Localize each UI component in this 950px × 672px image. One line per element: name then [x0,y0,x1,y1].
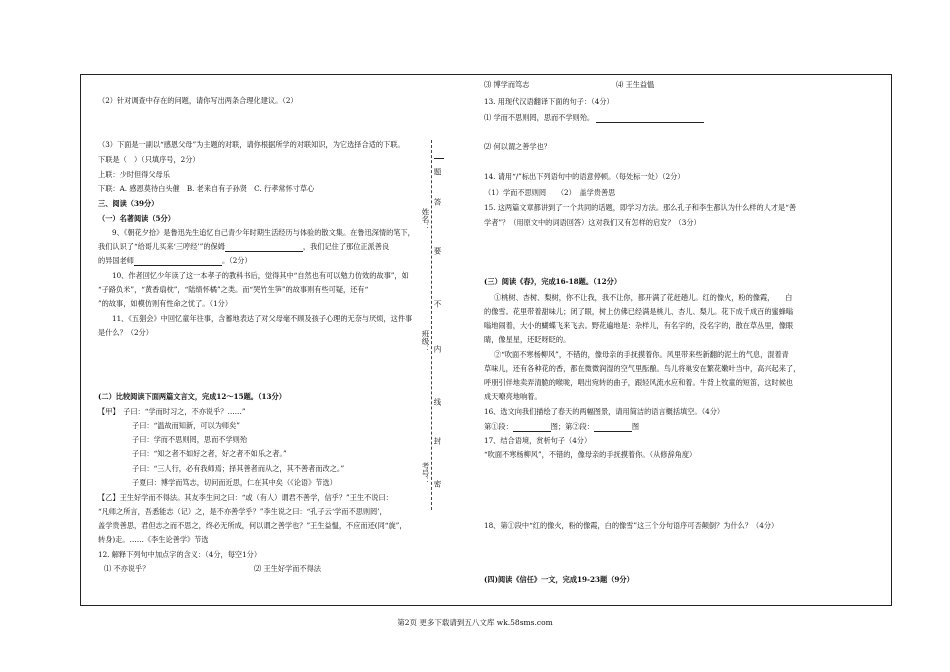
yi-line-2: “凡师之所言，吾悉能志（记）之，是不亦善学乎？”李生说之曰：“孔子云‘学而不思则罔’， [98,507,387,516]
q16-heading: 16、选文向我们描绘了春天的两幅图景，请用简洁的语言概括填空。（4分） [484,407,725,416]
q15-line-2: 学者”？（用原文中的词语回答）这对我们又有怎样的启发？（3分） [484,218,701,227]
q13-item-2: ⑵ 何以谓之善学也？ [484,142,551,151]
q10-line-3: ”的故事，如模仿则有性命之忧了。（1分） [98,299,233,308]
q11-line-2: 是什么？（2分） [98,328,153,337]
exam-number-label: 考号： [421,462,430,485]
q12-item-3: ⑶ 博学而笃志 [484,80,530,89]
question-3-line: （3）下面是一副以“感恩父母”为主题的对联，请你根据所学的对联知识，为它选择合适的下联。 [98,140,405,149]
answer-blank[interactable] [596,114,704,123]
name-label: 姓名： [421,208,430,231]
q14-heading: 14. 请用“/”标出下列语句中的语意停顿。（每处标一处）（2分） [484,172,685,181]
answer-blank[interactable] [594,423,632,432]
q12-item-1: ⑴ 不亦说乎？ [104,564,150,573]
q17-heading: 17、结合语境，赏析句子（4分） [484,436,592,445]
jia-line-1: 【甲】 子曰：“学而时习之，不亦说乎？……” [98,407,246,416]
q10-line-1: 10、作者回忆少年读了这一本孝子的教科书后，觉得其中“自然也有可以勉力仿效的故事”，如 [112,271,409,280]
q9-line-2: 我们认识了“给哥儿买来‘三哼经’”的保姆 ，我们记住了那位正派善良 [98,242,390,251]
q16-blanks: 第①段： 图；第②段： 图 [484,422,640,431]
binding-dashed-line [431,140,432,510]
binding-char: 密 [433,480,442,488]
chun-p2-line-3: 呼朋引伴地卖弄清脆的喉咙，唱出宛转的曲子，跟轻风流水应和着。牛背上牧童的短笛，这时候也 [484,378,794,387]
q18-line: 18、第①段中“红的像火，粉的像霞，白的像雪”这三个分句语序可否颠倒？为什么？（4分） [484,521,779,530]
answer-blank[interactable] [225,243,303,252]
chun-p1-line-4: 睛，像星星，还眨呀眨的。 [484,335,571,344]
section-3-heading: 三、阅读（39分） [98,199,159,208]
q12-line: 12. 解释下列句中加点字的含义：（4分，每空1分） [98,550,262,559]
answer-blank[interactable] [513,423,551,432]
q13-heading: 13. 用现代汉语翻译下面的句子：（4分） [484,97,614,106]
q9-line-3: 的异国老师 。（2分） [98,256,252,265]
q9-line-1: 9、《朝花夕拾》是鲁迅先生追忆自己青少年时期生活经历与体验的散文集。在鲁迅深情的笔下， [112,228,415,237]
binding-char: 内 [433,345,442,353]
q11-line-1: 11、《五猖会》中回忆童年往事，含蓄地表达了对父母毫不顾及孩子心理的无奈与厌烦，这件事 [112,314,413,323]
q12-item-4: ⑷ 王生益愠 [616,80,655,89]
class-label: 班级： [421,330,430,353]
section-b-heading: (二）比较阅读下面两篇文言文，完成12～15题。（13分） [98,392,286,401]
chun-p2-line-4: 成天嘹亮地响着。 [484,392,542,401]
q13-item-1: ⑴ 学而不思则罔，思而不学则殆。 [484,113,704,123]
binding-char: 不 [433,300,442,308]
yi-line-1: 【乙】王生好学而不得法。其友李生问之曰：“或（有人）谓君不善学，信乎？”王生不说曰： [98,493,393,502]
binding-tick [434,158,444,159]
section-d-heading: (四)阅读《信任》一文，完成19-23题（9分） [484,575,634,584]
upper-couplet: 上联：少时但得父母乐 [98,170,170,179]
answer-hint-line: 下联是（ ）（只填序号，2分） [98,155,200,164]
chun-p1-line-3: 嗡地闹着，大小的蝴蝶飞来飞去。野花遍地是：杂样儿，有名字的，没名字的，散在草丛里，像眼 [484,321,794,330]
answer-blank[interactable] [134,257,222,266]
q17-sentence: “吹面不寒杨柳风”，不错的，像母亲的手抚摸着你。（从修辞角度） [484,450,697,459]
binding-char: 要 [433,247,442,255]
jia-line-6: 子夏曰：博学而笃志，切问而近思，仁在其中矣（《论语》节选） [132,478,337,487]
q14-items: （1）学而不思则罔 （2） 盖学贵善思 [484,188,616,197]
binding-char: 线 [433,398,442,406]
chun-p2-line-1: ②“吹面不寒杨柳风”，不错的，像母亲的手抚摸着你。风里带来些新翻的泥土的气息，混着青 [494,350,789,359]
q12-item-2: ⑵ 王生好学而不得法 [254,564,321,573]
jia-line-4: 子曰：“知之者不如好之者，好之者不如乐之者。” [132,449,287,458]
jia-line-5: 子曰：“三人行，必有我师焉；择其善者而从之，其不善者而改之。” [132,464,345,473]
chun-p1-line-1: ①桃树、杏树、梨树，你不让我，我不让你，都开满了花赶趟儿。红的像火，粉的像霞， 白 [494,293,793,302]
q15-line-1: 15. 这两篇文章都讲到了一个共同的话题，即学习方法。那么孔子和李生都认为什么样的人才是“善 [484,203,797,212]
jia-line-3: 子曰：学而不思则罔，思而不学则殆 [132,435,248,444]
chun-p1-line-2: 的像雪。花里带着甜味儿；闭了眼，树上仿佛已经满是桃儿、杏儿、梨儿。花下成千成百的蜜蜂嗡 [484,307,794,316]
section-a-heading: （一）名著阅读（5分） [98,214,175,223]
yi-line-4: 转身)走。……《李生论善学》节选 [98,535,209,544]
chun-p2-line-2: 草味儿，还有各种花的香，都在微微润湿的空气里酝酿。鸟儿将巢安在繁花嫩叶当中，高兴起来了， [484,364,801,373]
page-footer: 第2页 更多下载请到五八文库 wk.58sms.com [397,618,553,627]
q10-line-2: “子路负米”，“黄香扇枕”，“陆绩怀橘”之类。而“哭竹生笋”的故事则有些可疑，还有“ [98,285,369,294]
binding-char: 题 [433,168,442,176]
binding-char: 答 [433,198,442,206]
binding-char: 封 [433,437,442,445]
jia-line-2: 子曰：“温故而知新，可以为师矣” [132,421,240,430]
lower-couplet-options: 下联：A. 感恩莫待白头催 B. 老来自有子孙贤 C. 行孝常怀寸草心 [98,184,315,193]
section-c-heading: (三）阅读《春》，完成16-18题。（12分） [484,277,622,286]
yi-line-3: 盖学贵善思，君但志之而不思之，终必无所成，何以谓之善学也？”王生益愠，不应而还(同“旋”， [98,521,407,530]
question-2-line: （2）针对调查中存在的问题，请你写出两条合理化建议。（2） [98,96,298,105]
